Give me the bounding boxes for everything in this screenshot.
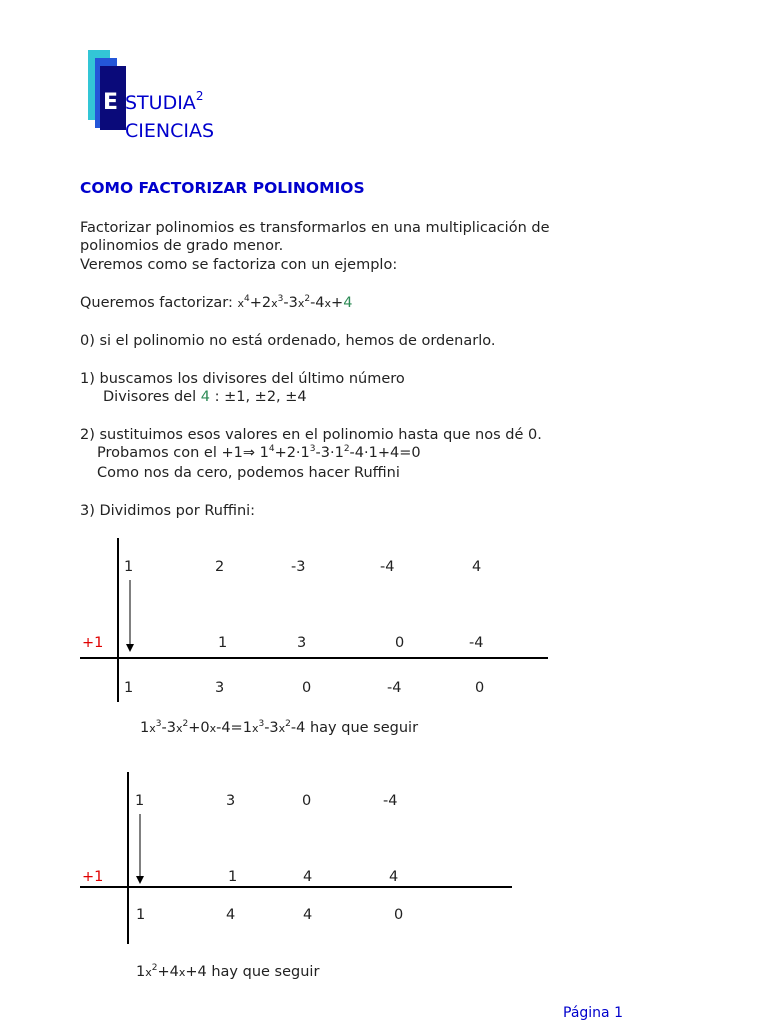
ruffini1-mid: -4 — [469, 635, 484, 651]
ruffini2-coef: 1 — [135, 793, 145, 809]
step-3: 3) Dividimos por Ruffini: — [80, 503, 256, 519]
ruffini2-divisor: +1 — [82, 869, 104, 885]
step-2-line-1: 2) sustituimos esos valores en el polinomio hasta que nos dé 0. — [80, 427, 542, 443]
ruffini1-result: 0 — [475, 680, 485, 696]
ruffini2-coef: -4 — [383, 793, 398, 809]
ruffini1-mid: 1 — [218, 635, 228, 651]
ruffini1-result: -4 — [387, 680, 402, 696]
ruffini2-result: 4 — [226, 907, 236, 923]
logo-e-letter: E — [103, 90, 119, 115]
ruffini1-coef: -3 — [291, 559, 306, 575]
step-1-line-1: 1) buscamos los divisores del último número — [80, 371, 405, 387]
ruffini2-result: 0 — [394, 907, 404, 923]
goal-label: Queremos factorizar: — [80, 295, 238, 311]
ruffini1-divisor: +1 — [82, 635, 104, 651]
ruffini1-arrow — [124, 580, 136, 654]
ruffini2-horizontal-line — [80, 886, 512, 888]
step-2-line-3: Como nos da cero, podemos hacer Ruffini — [97, 465, 400, 481]
ruffini1-note: $1x^3-3x^2+0x-4=1x^3-3x^2-4$ hay que seguir — [140, 719, 419, 736]
step-0: 0) si el polinomio no está ordenado, hemos de ordenarlo. — [80, 333, 496, 349]
divisor-number: 4 — [200, 389, 210, 405]
goal-line — [80, 294, 352, 313]
ruffini2-note: $1x^2+4x+4$ hay que seguir — [136, 963, 320, 980]
ruffini2-mid: 4 — [303, 869, 313, 885]
page-title: COMO FACTORIZAR POLINOMIOS — [80, 179, 365, 197]
ruffini1-result: 1 — [124, 680, 134, 696]
logo-line2: CIENCIAS — [125, 120, 215, 142]
ruffini2-vertical-line — [127, 772, 129, 944]
ruffini1-mid: 0 — [395, 635, 405, 651]
ruffini1-result: 3 — [215, 680, 225, 696]
ruffini2-result: 1 — [136, 907, 146, 923]
intro-line-2: polinomios de grado menor. — [80, 238, 284, 254]
page-number: Página 1 — [563, 1005, 623, 1021]
ruffini1-mid: 3 — [297, 635, 307, 651]
ruffini1-vertical-line — [117, 538, 119, 702]
ruffini2-arrow — [134, 814, 146, 886]
ruffini2-mid: 4 — [389, 869, 399, 885]
logo-line1: STUDIA$^2$ — [125, 89, 204, 114]
ruffini1-coef: 4 — [472, 559, 482, 575]
evaluation-expression: $1^4+2\cdot 1^3-3\cdot 1^2-4\cdot 1+4=0$ — [259, 444, 421, 461]
step-2-line-2: Probamos con el +1⇒ $1^4+2\cdot 1^3-3\cdot 1^2-4\cdot 1+4=0$ — [97, 444, 421, 461]
step-1-line-2: Divisores del 4 : ±1, ±2, ±4 — [103, 389, 307, 405]
intro-line-3: Veremos como se factoriza con un ejemplo: — [80, 257, 398, 273]
ruffini2-coef: 3 — [226, 793, 236, 809]
goal-polynomial: $x^4+2x^3-3x^2-4x+4$ — [237, 294, 353, 311]
ruffini1-coef: -4 — [380, 559, 395, 575]
ruffini2-result: 4 — [303, 907, 313, 923]
ruffini2-mid: 1 — [228, 869, 238, 885]
ruffini2-coef: 0 — [302, 793, 312, 809]
ruffini1-coef: 2 — [215, 559, 225, 575]
intro-line-1: Factorizar polinomios es transformarlos en una multiplicación de — [80, 220, 550, 236]
ruffini1-horizontal-line — [80, 657, 548, 659]
ruffini1-coef: 1 — [124, 559, 134, 575]
ruffini1-result: 0 — [302, 680, 312, 696]
